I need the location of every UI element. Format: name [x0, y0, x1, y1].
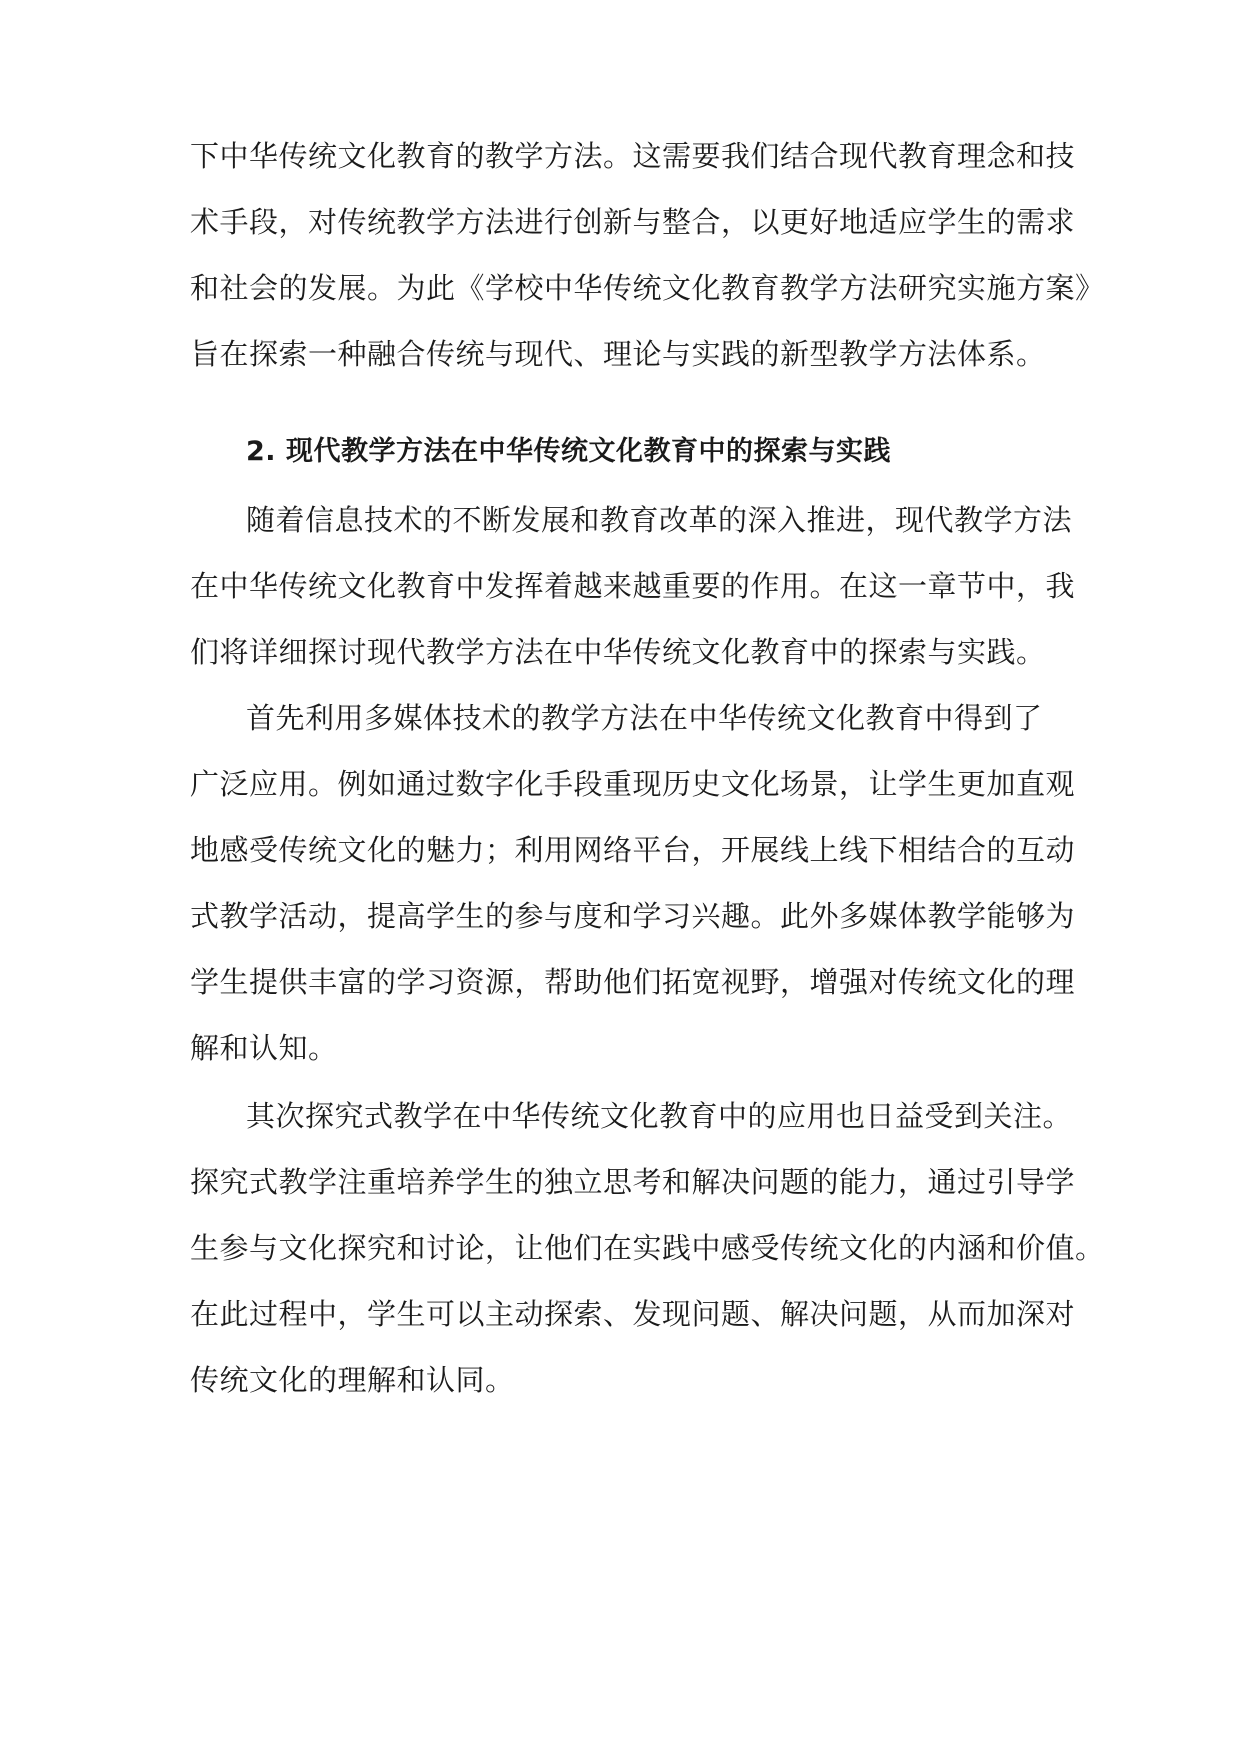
paragraph-line: 其次探究式教学在中华传统文化教育中的应用也日益受到关注。	[246, 1099, 1073, 1133]
paragraph-line: 探究式教学注重培养学生的独立思考和解决问题的能力，通过引导学	[190, 1165, 1076, 1199]
paragraph-line: 下中华传统文化教育的教学方法。这需要我们结合现代教育理念和技	[190, 139, 1076, 173]
paragraph-line: 学生提供丰富的学习资源，帮助他们拓宽视野，增强对传统文化的理	[190, 965, 1076, 999]
section-heading: 2. 现代教学方法在中华传统文化教育中的探索与实践	[246, 436, 891, 467]
paragraph-line: 地感受传统文化的魅力；利用网络平台，开展线上线下相结合的互动	[190, 833, 1076, 867]
paragraph-line: 广泛应用。例如通过数字化手段重现历史文化场景，让学生更加直观	[190, 767, 1076, 801]
paragraph-line: 在中华传统文化教育中发挥着越来越重要的作用。在这一章节中，我	[190, 569, 1076, 603]
paragraph-line: 首先利用多媒体技术的教学方法在中华传统文化教育中得到了	[246, 701, 1043, 735]
paragraph-line: 生参与文化探究和讨论，让他们在实践中感受传统文化的内涵和价值。	[190, 1231, 1105, 1265]
paragraph-line: 式教学活动，提高学生的参与度和学习兴趣。此外多媒体教学能够为	[190, 899, 1076, 933]
paragraph-line: 随着信息技术的不断发展和教育改革的深入推进，现代教学方法	[246, 503, 1073, 537]
paragraph-line: 们将详细探讨现代教学方法在中华传统文化教育中的探索与实践。	[190, 635, 1046, 669]
paragraph-line: 传统文化的理解和认同。	[190, 1363, 515, 1397]
paragraph-line: 在此过程中，学生可以主动探索、发现问题、解决问题，从而加深对	[190, 1297, 1076, 1331]
paragraph-line: 解和认知。	[190, 1031, 338, 1065]
paragraph-line: 旨在探索一种融合传统与现代、理论与实践的新型教学方法体系。	[190, 337, 1046, 371]
paragraph-line: 和社会的发展。为此《学校中华传统文化教育教学方法研究实施方案》	[190, 271, 1105, 305]
paragraph-line: 术手段，对传统教学方法进行创新与整合，以更好地适应学生的需求	[190, 205, 1076, 239]
